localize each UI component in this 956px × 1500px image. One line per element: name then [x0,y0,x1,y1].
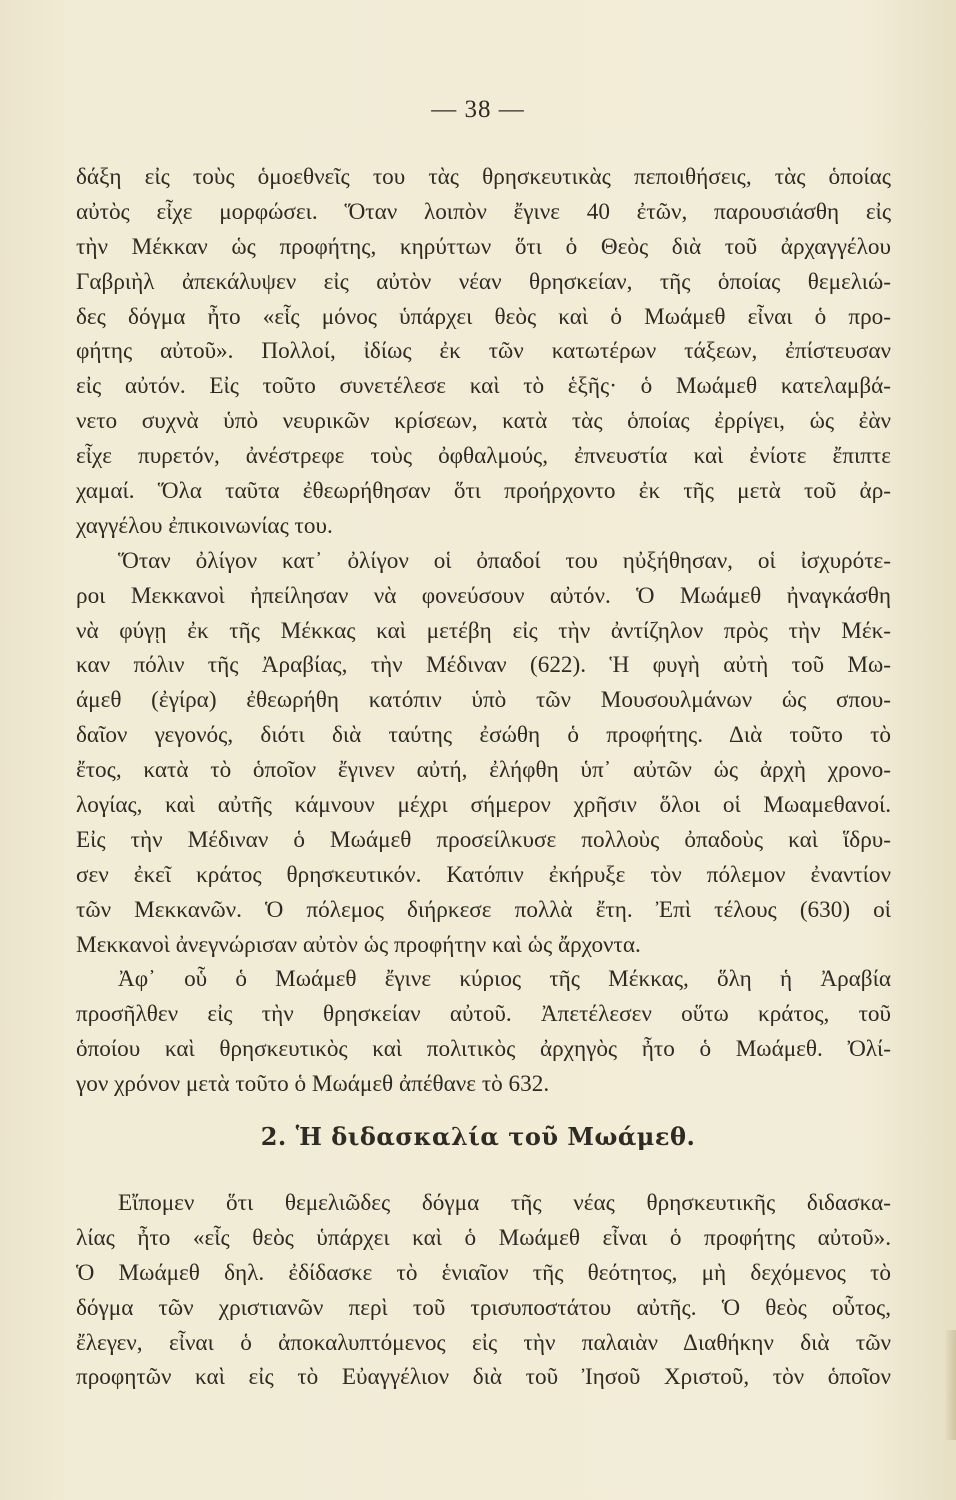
text-line: προσῆλθεν εἰς τὴν θρησκείαν αὐτοῦ. Ἀπετέλεσεν οὕτω κράτος, τοῦ [76,1001,891,1028]
text-line: εἰς αὐτόν. Εἰς τοῦτο συνετέλεσε καὶ τὸ ἑξῆς· ὁ Μωάμεθ κατελαμβά- [76,373,891,400]
section-heading: 2. Ἡ διδασκαλία τοῦ Μωάμεθ. [260,1122,696,1151]
body-text-top [76,160,891,1102]
body-text-bottom [76,1186,891,1395]
text-line: δες δόγμα ἦτο «εἷς μόνος ὑπάρχει θεὸς καὶ ὁ Μωάμεθ εἶναι ὁ προ- [76,303,891,330]
text-line: Εἰς τὴν Μέδιναν ὁ Μωάμεθ προσείλκυσε πολλοὺς ὀπαδοὺς καὶ ἵδρυ- [76,826,891,853]
text-line: δάξη εἰς τοὺς ὁμοεθνεῖς του τὰς θρησκευτικὰς πεποιθήσεις, τὰς ὁποίας [76,164,891,190]
text-line: φήτης αὐτοῦ». Πολλοί, ἰδίως ἐκ τῶν κατωτέρων τάξεων, ἐπίστευσαν [76,338,891,365]
text-line: άμεθ (ἐγίρα) ἐθεωρήθη κατόπιν ὑπὸ τῶν Μουσουλμάνων ὡς σπου- [76,687,891,714]
text-line: λογίας, καὶ αὐτῆς κάμνουν μέχρι σήμερον χρῆσιν ὅλοι οἱ Μωαμεθανοί. [76,792,891,819]
text-line: ἔτος, κατὰ τὸ ὁποῖον ἔγινεν αὐτή, ἐλήφθη ὑπ᾽ αὐτῶν ὡς ἀρχὴ χρονο- [76,757,891,784]
text-line: Ἀφ᾽ οὗ ὁ Μωάμεθ ἔγινε κύριος τῆς Μέκκας, ὅλη ἡ Ἀραβία [118,966,891,993]
text-line: εἶχε πυρετόν, ἀνέστρεφε τοὺς ὀφθαλμούς, ἐπνευστία καὶ ἐνίοτε ἔπιπτε [76,443,891,470]
text-line: ροι Μεκκανοὶ ἠπείλησαν νὰ φονεύσουν αὐτόν. Ὁ Μωάμεθ ἠναγκάσθη [76,582,891,609]
text-line: τῶν Μεκκανῶν. Ὁ πόλεμος διήρκεσε πολλὰ ἔτη. Ἐπὶ τέλους (630) οἱ [76,896,891,923]
text-line: χαμαί. Ὅλα ταῦτα ἐθεωρήθησαν ὅτι προήρχοντο ἐκ τῆς μετὰ τοῦ ἀρ- [76,478,891,505]
text-line: καν πόλιν τῆς Ἀραβίας, τὴν Μέδιναν (622). Ἡ φυγὴ αὐτὴ τοῦ Μω- [76,652,891,679]
text-line: νετο συχνὰ ὑπὸ νευρικῶν κρίσεων, κατὰ τὰς ὁποίας ἐρρίγει, ὡς ἐὰν [76,408,891,435]
text-line: τὴν Μέκκαν ὡς προφήτης, κηρύττων ὅτι ὁ Θεὸς διὰ τοῦ ἀρχαγγέλου [76,233,891,260]
text-line: αὐτὸς εἶχε μορφώσει. Ὅταν λοιπὸν ἔγινε 40 ἐτῶν, παρουσιάσθη εἰς [76,198,891,225]
page-number: — 38 — [431,96,525,123]
page-edge-shadow [946,1330,956,1440]
text-line: δαῖον γεγονός, διότι διὰ ταύτης ἐσώθη ὁ προφήτης. Διὰ τοῦτο τὸ [76,722,891,749]
text-line: ἔλεγεν, εἶναι ὁ ἀποκαλυπτόμενος εἰς τὴν παλαιὰν Διαθήκην διὰ τῶν [76,1329,891,1356]
text-line: ὁποίου καὶ θρησκευτικὸς καὶ πολιτικὸς ἀρχηγὸς ἦτο ὁ Μωάμεθ. Ὀλί- [76,1036,891,1063]
text-line: προφητῶν καὶ εἰς τὸ Εὐαγγέλιον διὰ τοῦ Ἰησοῦ Χριστοῦ, τὸν ὁποῖον [76,1364,891,1391]
text-line: δόγμα τῶν χριστιανῶν περὶ τοῦ τρισυποστάτου αὐτῆς. Ὁ θεὸς οὗτος, [76,1294,891,1321]
text-line: Μεκκανοὶ ἀνεγνώρισαν αὐτὸν ὡς προφήτην καὶ ὡς ἄρχοντα. [76,931,641,958]
text-line: Εἴπομεν ὅτι θεμελιῶδες δόγμα τῆς νέας θρησκευτικῆς διδασκα- [118,1190,891,1216]
text-line: λίας ἦτο «εἷς θεὸς ὑπάρχει καὶ ὁ Μωάμεθ εἶναι ὁ προφήτης αὐτοῦ». [76,1224,891,1251]
text-line: Γαβριὴλ ἀπεκάλυψεν εἰς αὐτὸν νέαν θρησκείαν, τῆς ὁποίας θεμελιώ- [76,268,891,295]
text-line: γον χρόνον μετὰ τοῦτο ὁ Μωάμεθ ἀπέθανε τὸ 632. [76,1071,550,1098]
text-line: νὰ φύγῃ ἐκ τῆς Μέκκας καὶ μετέβη εἰς τὴν ἀντίζηλον πρὸς τὴν Μέκ- [76,617,891,644]
text-line: χαγγέλου ἐπικοινωνίας του. [76,512,333,539]
text-line: σεν ἐκεῖ κράτος θρησκευτικόν. Κατόπιν ἐκήρυξε τὸν πόλεμον ἐναντίον [76,861,891,888]
text-line: Ὁ Μωάμεθ δηλ. ἐδίδασκε τὸ ἑνιαῖον τῆς θεότητος, μὴ δεχόμενος τὸ [76,1259,891,1286]
text-line: Ὅταν ὀλίγον κατ᾽ ὀλίγον οἱ ὀπαδοί του ηὐξήθησαν, οἱ ἰσχυρότε- [118,547,891,574]
